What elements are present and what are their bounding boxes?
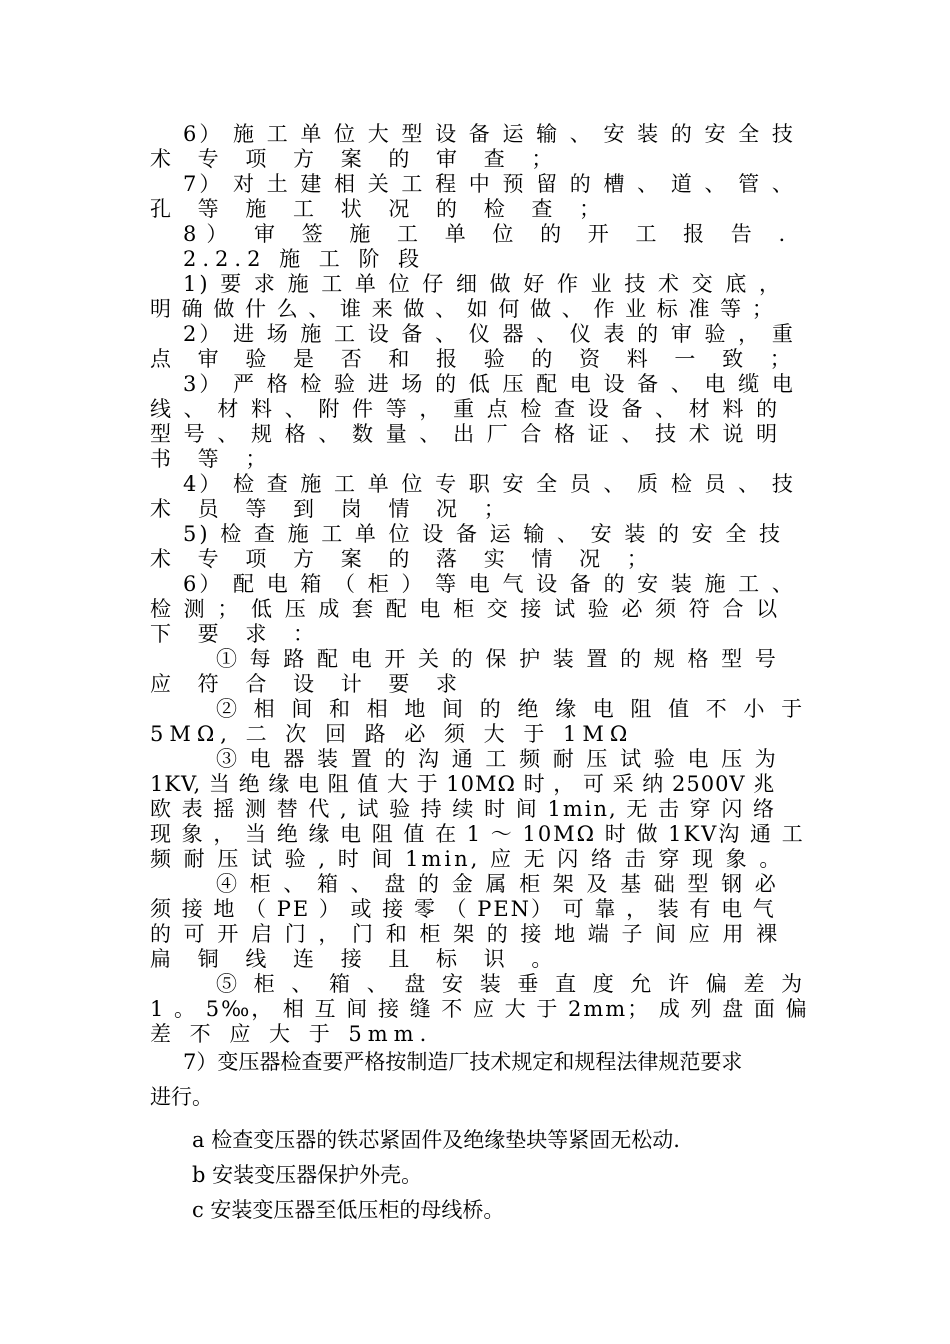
text-line: 差 不 应 大 于 5mm. [150, 1022, 433, 1046]
text-line: 7）变压器检查要严格按制造厂技术规定和规程法律规范要求 [183, 1050, 743, 1074]
text-line: 型 号 、 规 格 、 数 量 、 出 厂 合 格 证 、 技 术 说 明 [150, 422, 781, 446]
text-line: 8） 审 签 施 工 单 位 的 开 工 报 告 . [183, 222, 796, 246]
text-line: 2） 进 场 施 工 设 备 、 仪 器 、 仪 表 的 审 验 ， 重 [183, 322, 796, 346]
text-line: 1) 要 求 施 工 单 位 仔 细 做 好 作 业 技 术 交 底 ， [183, 272, 784, 296]
text-line: 7） 对 土 建 相 关 工 程 中 预 留 的 槽 、 道 、 管 、 [183, 172, 796, 196]
text-line: 3） 严 格 检 验 进 场 的 低 压 配 电 设 备 、 电 缆 电 [183, 372, 796, 396]
text-line: 明 确 做 什 么 、 谁 来 做 、 如 何 做 、 作 业 标 准 等 ； [150, 297, 775, 321]
list-item-b: b 安装变压器保护外壳。 [192, 1163, 423, 1187]
text-line: 5) 检 查 施 工 单 位 设 备 运 输 、 安 装 的 安 全 技 [183, 522, 784, 546]
text-line: ② 相 间 和 相 地 间 的 绝 缘 电 阻 值 不 小 于 [216, 697, 808, 721]
text-line: ④ 柜 、 箱 、 盘 的 金 属 柜 架 及 基 础 型 钢 必 [216, 872, 779, 896]
text-line: 6） 施 工 单 位 大 型 设 备 运 输 、 安 装 的 安 全 技 [183, 122, 796, 146]
list-item-c: c 安装变压器至低压柜的母线桥。 [192, 1198, 505, 1222]
text-line: 现 象 ， 当 绝 缘 电 阻 值 在 1 ～ 10MΩ 时 做 1KV沟 通 工 [150, 822, 805, 846]
text-line: 书 等 ； [150, 447, 277, 471]
text-line: 检 测 ； 低 压 成 套 配 电 柜 交 接 试 验 必 须 符 合 以 [150, 597, 781, 621]
section-heading: 2.2.2 施 工 阶 段 [183, 247, 426, 271]
text-line: 扁 铜 线 连 接 且 标 识 。 [150, 947, 563, 971]
text-line: 须 接 地 （ PE ） 或 接 零 （ PEN） 可 靠 ， 装 有 电 气 [150, 897, 776, 921]
text-line: 1KV, 当 绝 缘 电 阻 值 大 于 10MΩ 时 ， 可 采 纳 2500V 兆 [150, 772, 776, 796]
text-line: ① 每 路 配 电 开 关 的 保 护 装 置 的 规 格 型 号 [216, 647, 779, 671]
text-line: 术 专 项 方 案 的 审 查 ； [150, 147, 563, 171]
text-line: 1 。 5‰， 相 互 间 接 缝 不 应 大 于 2mm； 成 列 盘 面 偏 [150, 997, 809, 1021]
text-line: 术 专 项 方 案 的 落 实 情 况 ； [150, 547, 658, 571]
text-line: ③ 电 器 装 置 的 沟 通 工 频 耐 压 试 验 电 压 为 [216, 747, 779, 771]
text-line: 的 可 开 启 门 ， 门 和 柜 架 的 接 地 端 子 间 应 用 裸 [150, 922, 781, 946]
list-item-a: a 检查变压器的铁芯紧固件及绝缘垫块等紧固无松动. [192, 1128, 680, 1152]
text-line: 进行。 [150, 1085, 213, 1109]
text-line: 点 审 验 是 否 和 报 验 的 资 料 一 致 ； [150, 347, 801, 371]
text-line: 5MΩ, 二 次 回 路 必 须 大 于 1MΩ [150, 722, 634, 746]
text-line: 4） 检 查 施 工 单 位 专 职 安 全 员 、 质 检 员 、 技 [183, 472, 796, 496]
text-line: 线 、 材 料 、 附 件 等 ， 重 点 检 查 设 备 、 材 料 的 [150, 397, 781, 421]
text-line: 孔 等 施 工 状 况 的 检 查 ； [150, 197, 611, 221]
text-line: 频 耐 压 试 验 , 时 间 1min, 应 无 闪 络 击 穿 现 象 。 [150, 847, 784, 871]
text-line: ⑤ 柜 、 箱 、 盘 安 装 垂 直 度 允 许 偏 差 为 [216, 972, 808, 996]
text-line: 下 要 求 ： [150, 622, 325, 646]
text-line: 6） 配 电 箱 （ 柜 ） 等 电 气 设 备 的 安 装 施 工 、 [183, 572, 796, 596]
text-line: 欧 表 摇 测 替 代 , 试 验 持 续 时 间 1min, 无 击 穿 闪 络 [150, 797, 777, 821]
text-line: 术 员 等 到 岗 情 况 ； [150, 497, 515, 521]
text-line: 应 符 合 设 计 要 求 [150, 672, 468, 696]
